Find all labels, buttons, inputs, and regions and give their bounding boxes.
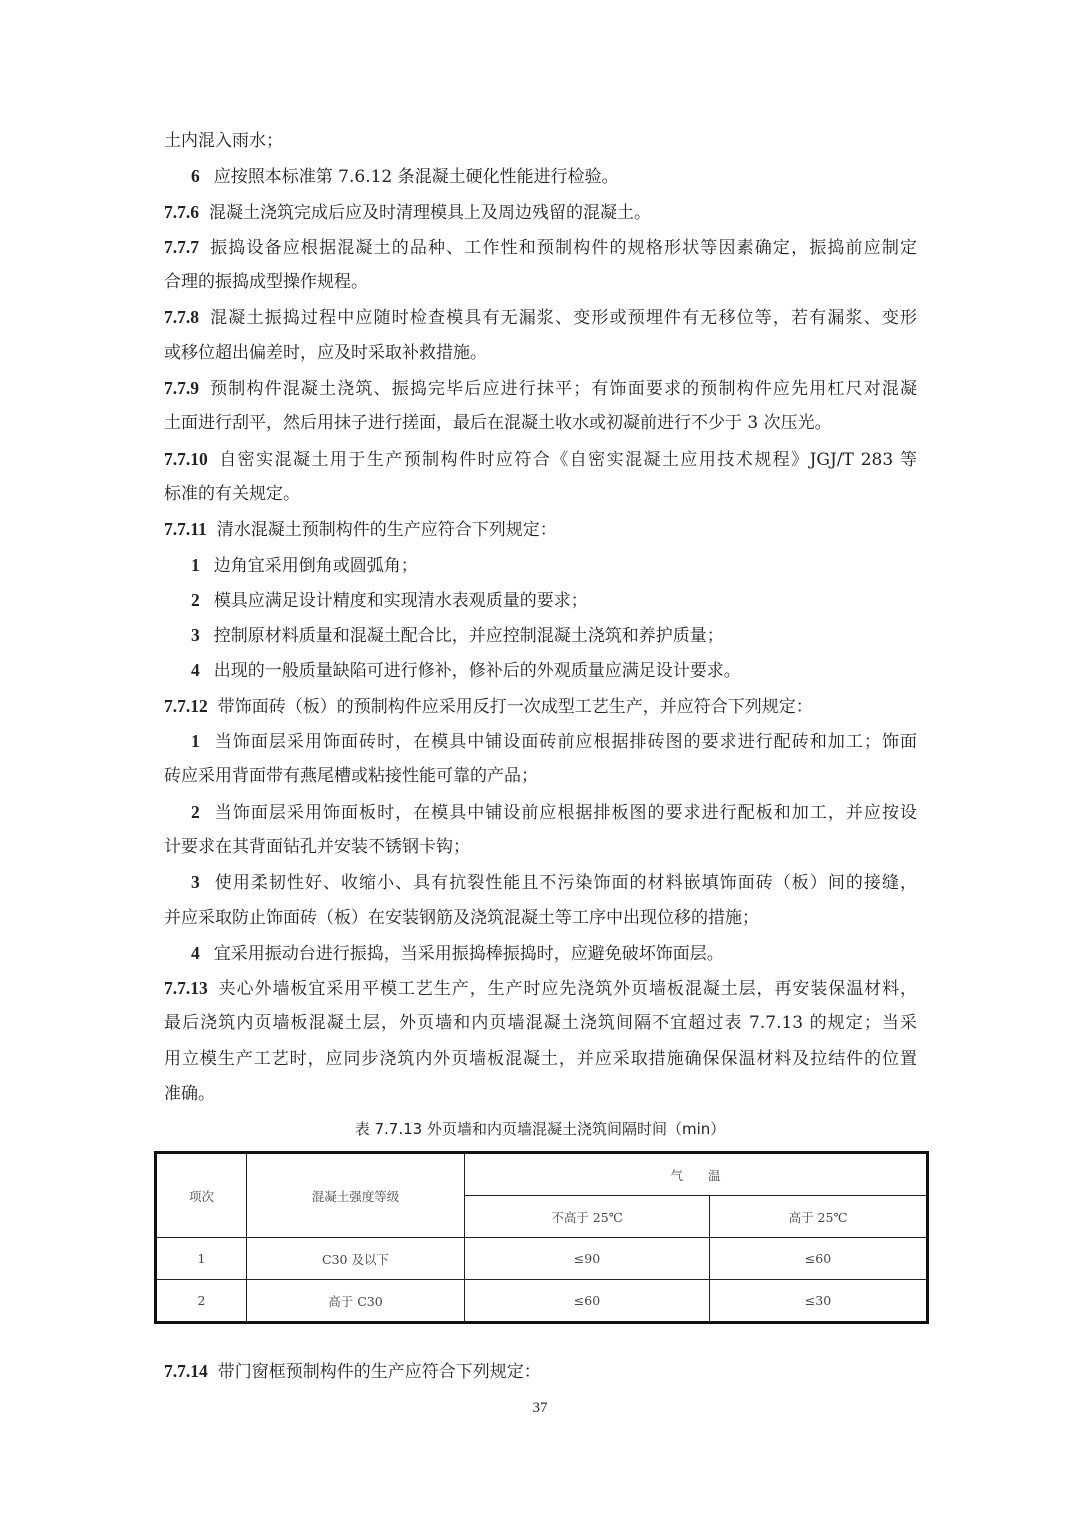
text-line (164, 971, 917, 1006)
text-line (164, 653, 917, 688)
cell-item: 1 (156, 1238, 247, 1280)
body-text (164, 124, 917, 1112)
header-not-above-25: 不高于 25℃ (465, 1196, 710, 1238)
clause-number: 2 (191, 801, 200, 822)
clause-number: 7.7.6 (164, 201, 199, 222)
text-line (164, 936, 917, 971)
clause-text: 带饰面砖（板）的预制构件应采用反打一次成型工艺生产，并应符合下列规定： (217, 696, 813, 717)
clause-text: 振捣设备应根据混凝土的品种、工作性和预制构件的规格形状等因素确定，振捣前应制定 (209, 237, 917, 258)
clause-text: 或移位超出偏差时，应及时采取补救措施。 (164, 342, 487, 363)
clause-text: 夹心外墙板宜采用平模工艺生产，生产时应先浇筑外页墙板混凝土层，再安装保温材料， (217, 979, 917, 1000)
clause-text: 混凝土振捣过程中应随时检查模具有无漏浆、变形或预埋件有无移位等，若有漏浆、变形 (209, 308, 917, 329)
text-line (164, 618, 917, 653)
clause-number: 1 (191, 731, 200, 752)
section-7-7-14 (164, 1354, 917, 1389)
cell-high: ≤60 (710, 1238, 928, 1280)
text-line (164, 583, 917, 618)
clause-number: 7.7.9 (164, 378, 199, 399)
cell-high: ≤30 (710, 1280, 928, 1323)
clause-text: 用立模生产工艺时，应同步浇筑内外页墙板混凝土，并应采取措施确保保温材料及拉结件的位置 (164, 1048, 917, 1069)
header-item: 项次 (156, 1153, 247, 1238)
cell-grade: C30 及以下 (247, 1238, 465, 1280)
clause-text: 标准的有关规定。 (164, 483, 300, 504)
clause-text: 出现的一般质量缺陷可进行修补，修补后的外观质量应满足设计要求。 (213, 661, 741, 682)
clause-text: 计要求在其背面钻孔并安装不锈钢卡钩； (164, 836, 470, 857)
text-line (164, 1042, 917, 1077)
clause-text: 土面进行刮平，然后用抹子进行搓面，最后在混凝土收水或初凝前进行不少于 3 次压光。 (164, 413, 832, 434)
clause-text: 清水混凝土预制构件的生产应符合下列规定： (216, 520, 557, 541)
header-temperature: 气 温 (465, 1153, 928, 1196)
clause-text: 带门窗框预制构件的生产应符合下列规定： (217, 1362, 541, 1382)
clause-text: 砖应采用背面带有燕尾槽或粘接性能可靠的产品； (164, 766, 538, 787)
clause-number: 7.7.12 (164, 695, 208, 716)
clause-number: 7.7.10 (164, 448, 208, 469)
clause-number: 7.7.11 (164, 519, 207, 540)
text-line (164, 689, 917, 724)
text-line (164, 159, 917, 194)
text-line (164, 371, 917, 406)
table-row (156, 1238, 928, 1280)
clause-text: 自密实混凝土用于生产预制构件时应符合《自密实混凝土应用技术规程》JGJ/T 283 等 (217, 449, 917, 470)
text-line (164, 442, 917, 477)
text-line (164, 195, 917, 230)
clause-text: 模具应满足设计精度和实现清水表观质量的要求； (213, 590, 588, 611)
text-line (164, 124, 917, 159)
clause-text: 并应采取防止饰面砖（板）在安装钢筋及浇筑混凝土等工序中出现位移的措施； (164, 907, 759, 928)
clause-number: 2 (191, 589, 200, 610)
clause-text: 混凝土浇筑完成后应及时清理模具上及周边残留的混凝土。 (209, 202, 651, 223)
clause-number: 6 (191, 166, 200, 187)
text-line (164, 336, 917, 371)
text-line (164, 230, 917, 265)
text-line (164, 795, 917, 830)
table-caption: 表 7.7.13 外页墙和内页墙混凝土浇筑间隔时间（min） (354, 1120, 726, 1138)
clause-number: 7.7.14 (164, 1361, 208, 1381)
clause-text: 最后浇筑内页墙板混凝土层，外页墙和内页墙混凝土浇筑间隔不宜超过表 7.7.13 的规定；当采 (164, 1013, 917, 1034)
clause-text: 宜采用振动台进行振捣，当采用振捣棒振捣时，应避免破坏饰面层。 (213, 943, 724, 964)
interval-table (154, 1151, 929, 1324)
clause-text: 合理的振捣成型操作规程。 (164, 272, 368, 293)
text-line (164, 865, 917, 900)
clause-number: 3 (191, 625, 200, 646)
cell-item: 2 (156, 1280, 247, 1323)
clause-text: 使用柔韧性好、收缩小、具有抗裂性能且不污染饰面的材料嵌填饰面砖（板）间的接缝， (213, 873, 917, 894)
clause-text: 当饰面层采用饰面板时，在模具中铺设前应根据排板图的要求进行配板和加工，并应按设 (213, 802, 917, 823)
clause-number: 7.7.7 (164, 236, 199, 257)
text-line (164, 724, 917, 759)
cell-low: ≤60 (465, 1280, 710, 1323)
clause-number: 4 (191, 942, 200, 963)
table-row (156, 1280, 928, 1323)
cell-low: ≤90 (465, 1238, 710, 1280)
text-line (164, 548, 917, 583)
page-number: 37 (532, 1400, 548, 1416)
clause-text: 准确。 (164, 1084, 215, 1105)
text-line (164, 265, 917, 300)
clause-number: 7.7.13 (164, 978, 208, 999)
clause-number: 1 (191, 554, 200, 575)
text-line (164, 759, 917, 794)
text-line (164, 1077, 917, 1112)
text-line (164, 512, 917, 547)
clause-number: 3 (191, 872, 200, 893)
clause-text: 应按照本标准第 7.6.12 条混凝土硬化性能进行检验。 (213, 167, 619, 188)
text-line (164, 830, 917, 865)
clause-number: 4 (191, 660, 200, 681)
text-line (164, 1006, 917, 1041)
header-grade: 混凝土强度等级 (247, 1153, 465, 1238)
text-line (164, 300, 917, 335)
text-line (164, 406, 917, 441)
clause-text: 预制构件混凝土浇筑、振捣完毕后应进行抹平；有饰面要求的预制构件应先用杠尺对混凝 (209, 379, 917, 400)
clause-number: 7.7.8 (164, 307, 199, 328)
cell-grade: 高于 C30 (247, 1280, 465, 1323)
clause-text: 控制原材料质量和混凝土配合比，并应控制混凝土浇筑和养护质量； (213, 626, 724, 647)
clause-text: 土内混入雨水； (164, 131, 283, 151)
clause-text: 当饰面层采用饰面砖时，在模具中铺设面砖前应根据排砖图的要求进行配砖和加工；饰面 (213, 732, 917, 753)
text-line (164, 477, 917, 512)
header-above-25: 高于 25℃ (710, 1196, 928, 1238)
clause-text: 边角宜采用倒角或圆弧角； (213, 555, 418, 576)
text-line (164, 901, 917, 936)
